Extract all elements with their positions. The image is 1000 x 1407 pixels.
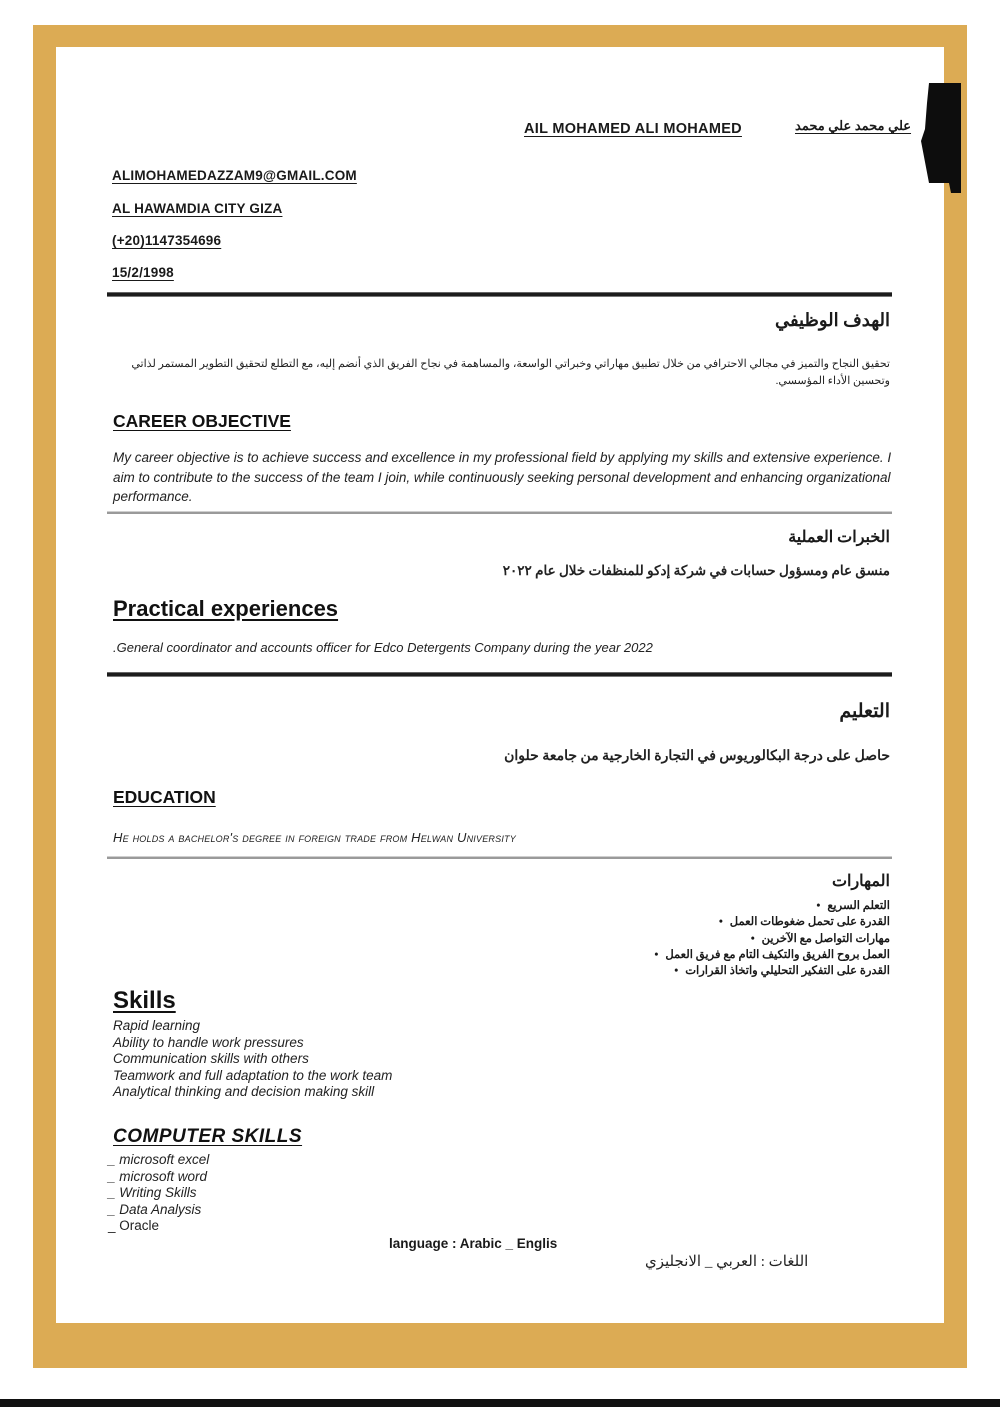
computer-skills-title: COMPUTER SKILLS [113,1126,303,1147]
objective-body-english: My career objective is to achieve success and excellence in my professional field by applying my skills and extensive experience. I aim to contribute to the success of the team I join, while continuously seeking personal development and enhancing organizational performancе. [113,450,892,505]
skills-title-arabic: المهارات [831,873,890,890]
skills-list-english [113,1018,392,1101]
experience-body-english: .General coordinator and accounts officer for Edco Detergents Company during the year 2022 [113,640,653,655]
candidate-name-arabic: علي محمد علي محمد [795,118,912,133]
education-title-english: EDUCATION [113,787,216,807]
computer-skills-list [108,1152,209,1235]
education-title-arabic: التعليم [839,701,890,722]
experience-title-english: Practical experiences [113,596,339,621]
objective-title-arabic: الهدف الوظيفي [774,310,890,330]
skills-list-arabic [654,898,890,980]
skills-title-english: Skills [113,987,176,1014]
section-divider-thin [107,511,892,514]
list-item: _ Writing Skills [108,1185,197,1201]
section-divider-thick [107,292,892,297]
contact-date-of-birth: 15/2/1998 [112,265,174,280]
experience-body-arabic: منسق عام ومسؤول حسابات في شركة إدكو للمنظفات خلال عام ٢٠٢٢ [502,563,890,578]
contact-phone[interactable]: (+20)1147354696 [112,233,222,248]
list-item: _ Oracle [108,1218,160,1234]
education-body-english: He holds a bachelor's degree in foreign trade from Helwan University [113,830,516,845]
languages-english: language : Arabic _ Englis [389,1236,558,1251]
list-item: Teamwork and full adaptation to the work team [113,1067,393,1083]
list-item: _ microsoft word [108,1168,208,1184]
list-item: القدرة على التفكير التحليلي واتخاذ القرارات • [654,963,890,979]
experience-title-arabic: الخبرات العملية [788,529,890,546]
section-divider-thick [107,672,892,677]
section-divider-thin [107,856,892,859]
list-item: _ Data Analysis [108,1201,202,1217]
list-item: العمل بروح الفريق والتكيف التام مع فريق العمل • [654,947,890,963]
candidate-name-english: AIL MOHAMED ALI MOHAMED [524,121,742,137]
list-item: التعلم السريع • [654,898,890,914]
list-item: Rapid learning [113,1018,201,1033]
contact-address: AL HAWAMDIA CITY GIZA [112,201,283,216]
list-item: القدرة على تحمل ضغوطات العمل • [654,914,890,930]
objective-title-english: CAREER OBJECTIVE [113,411,291,431]
contact-email[interactable]: ALIMOHAMEDAZZAM9@GMAIL.COM [112,168,357,183]
list-item: Ability to handle work pressures [113,1034,304,1050]
list-item: Communication skills with others [113,1051,309,1067]
languages-arabic: اللغات : العربي _ الانجليزي [645,1254,809,1270]
objective-body-arabic: تحقيق النجاح والتميز في مجالي الاحترافي من خلال تطبيق مهاراتي وخبراتي الواسعة، والمساهمة في نجاح الفريق الذي أنضم إليه، مع التطلع لتحقيق التطوير المستمر لذاتي وتحسين الأداء المؤسسي. [131,358,890,388]
list-item: Analytical thinking and decision making skill [113,1084,375,1100]
list-item: _ microsoft excel [108,1152,210,1167]
education-body-arabic: حاصل على درجة البكالوريوس في التجارة الخارجية من جامعة حلوان [504,749,890,764]
list-item: مهارات التواصل مع الآخرين • [654,931,890,947]
